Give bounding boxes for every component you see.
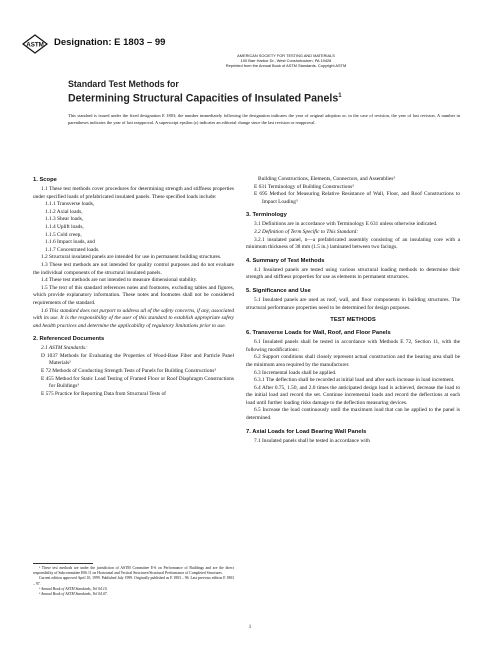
footnote: Current edition approved April 10, 1999. Published July 1999. Originally published as E 1803 – 96. Last previous edition E 1803 – 97. <box>33 576 234 586</box>
reference-item-continued: Building Constructions, Elements, Connectors, and Assemblies³ <box>258 176 395 182</box>
publisher-line: Reprinted from the Annual Book of ASTM Standards. Copyright ASTM <box>225 63 347 69</box>
title-footnote-ref: 1 <box>338 93 342 99</box>
reference-item: E 72 Methods of Conducting Strength Tests of Panels for Building Constructions³ <box>41 368 216 375</box>
paragraph-6-1: 6.1 Insulated panels shall be tested in accordance with Methods E 72, Section 11, with the following modifications: <box>246 339 460 353</box>
publisher-line: AMERICAN SOCIETY FOR TESTING AND MATERIALS <box>237 53 335 58</box>
right-column <box>246 176 460 445</box>
standard-title <box>68 78 342 106</box>
load-list-item: 1.1.2 Axial loads, <box>45 208 83 215</box>
paragraph-6-5: 6.5 Increase the load continuously until the maximum load that can be applied to the panel is determined. <box>246 407 460 422</box>
paragraph-3-1: 3.1 Definitions are in accordance with Terminology E 631 unless otherwise indicated. <box>254 221 438 228</box>
section-heading-axial-loads: 7. Axial Loads for Load Bearing Wall Panels <box>246 428 367 435</box>
designation: Designation: E 1803 – 99 <box>54 37 166 48</box>
publisher-line: 100 Barr Harbor Dr., West Conshohocken, PA 19428 <box>240 58 332 64</box>
load-list-item: 1.1.3 Shear loads, <box>45 216 84 223</box>
load-list-item: 1.1.4 Uplift loads, <box>45 223 84 230</box>
load-list-item: 1.1.1 Transverse loads, <box>45 201 95 208</box>
title-main: Determining Structural Capacities of Insulated Panels <box>68 92 339 105</box>
load-list-item: 1.1.5 Cold creep, <box>45 231 82 238</box>
svg-text:ASTM: ASTM <box>26 41 44 49</box>
title-line-1: Standard Test Methods for <box>68 79 179 89</box>
astm-logo-icon <box>22 34 48 54</box>
paragraph-7-1: 7.1 Insulated panels shall be tested in accordance with <box>254 437 370 444</box>
section-heading-terminology: 3. Terminology <box>246 212 287 219</box>
paragraph-3-2-1: 3.2.1 insulated panel, n—a prefabricated assembly consisting of an insulating core with a minimum thickness of 38 mm (1.5 in.) laminated between two facings. <box>246 236 460 251</box>
test-methods-heading: TEST METHODS <box>330 317 376 324</box>
paragraph-6-3: 6.3 Incremental loads shall be applied. <box>254 369 337 376</box>
footnote: ³ Annual Book of ASTM Standards, Vol 04.07. <box>39 592 108 597</box>
paragraph-1-5: 1.5 The text of this standard references notes and footnotes, excluding tables and figures, which provide explanatory information. These notes and footnotes shall not be considered requirements of the standard. <box>33 284 234 306</box>
paragraph-1-2: 1.2 Structural insulated panels are intended for use in permanent building structures. <box>41 254 222 261</box>
publisher-block <box>160 53 412 69</box>
section-heading-scope: 1. Scope <box>33 177 57 183</box>
paragraph-6-2: 6.2 Support conditions shall closely represent actual construction and the bearing area shall be the minimum area required by the manufacturer. <box>246 354 460 368</box>
load-list-item: 1.1.6 Impact loads, and <box>45 239 95 246</box>
title-line-2 <box>68 90 342 106</box>
paragraph-1-4: 1.4 These test methods are not intended to measure dimensional stability. <box>41 277 198 284</box>
footnote: ¹ These test methods are under the jurisdiction of ASTM Committee E-6 on Performance of Buildings and are the direct responsibility of Subcommittee E06.11 on Horizontal and Vertical Structures/Structural Performance of Completed Structures. <box>33 566 234 576</box>
section-heading-significance: 5. Significance and Use <box>246 287 311 294</box>
paragraph-3-2: 3.2 Definition of Term Specific to This Standard: <box>254 228 359 235</box>
reference-item: E 455 Method for Static Load Testing of Framed Floor or Roof Diaphragm Constructions for Buildings³ <box>41 375 234 390</box>
load-list-item: 1.1.7 Concentrated loads. <box>45 246 100 253</box>
reference-item: E 695 Method for Measuring Relative Resistance of Wall, Floor, and Roof Constructions to Impact Loading³ <box>254 191 460 205</box>
left-column <box>33 176 234 398</box>
issuance-notice: This standard is issued under the fixed designation E 1803; the number immediately following the designation indicates the year of original adoption or, in the case of revision, the year of last revision. A number in parentheses indicates the year of last reapproval. A superscript epsilon (ε) indicates an editorial change since the last revision or reapproval. <box>68 113 460 125</box>
section-heading-referenced-documents: 2. Referenced Documents <box>33 336 105 343</box>
paragraph-6-4: 6.4 After 0.75, 1.50, and 2.0 times the anticipated design load is achieved, decrease the load to the initial load and record the set. Continue incremental loads and record the deflections at each load until further loading risks damage to the deflection measuring devices. <box>246 384 460 406</box>
section-heading-transverse-loads: 6. Transverse Loads for Wall, Roof, and Floor Panels <box>246 330 391 337</box>
page-number: 1 <box>248 625 252 630</box>
footnotes <box>33 566 234 597</box>
reference-item: E 575 Practice for Reporting Data from Structural Tests of <box>41 390 166 397</box>
section-heading-summary: 4. Summary of Test Methods <box>246 257 325 264</box>
paragraph-1-3: 1.3 These test methods are not intended for quality control purposes and do not evaluate the individual components of the structural insulated panels. <box>33 261 234 276</box>
reference-item: D 1037 Methods for Evaluating the Properties of Wood-Base Fiber and Particle Panel Materials² <box>41 352 234 367</box>
astm-standards-label: 2.1 ASTM Standards: <box>41 345 87 352</box>
paragraph-4-1: 4.1 Insulated panels are tested using various structural loading methods to determine their strength and stiffness properties for use as elements in permanent structures. <box>246 266 460 281</box>
paragraph-5-1: 5.1 Insulated panels are used as roof, wall, and floor components in building structures. The structural performance properties need to be determined for design purposes. <box>246 296 460 311</box>
footnote-divider <box>33 563 93 564</box>
reference-item: E 631 Terminology of Building Constructions³ <box>254 183 354 190</box>
paragraph-6-3-1: 6.3.1 The deflection shall be recorded at initial load and after each increase in load increment. <box>254 377 455 384</box>
paragraph-1-6: 1.6 This standard does not purport to address all of the safety concerns, if any, associated with its use. It is the responsibility of the user of this standard to establish appropriate safety and health practices and determine the applicability of regulatory limitations prior to use. <box>33 307 234 329</box>
footnote: ² Annual Book of ASTM Standards, Vol 04.10. <box>39 586 108 591</box>
paragraph-1-1: 1.1 These test methods cover procedures for determining strength and stiffness properties under specified loads of prefabricated insulated panels. These specified loads include: <box>33 186 234 200</box>
